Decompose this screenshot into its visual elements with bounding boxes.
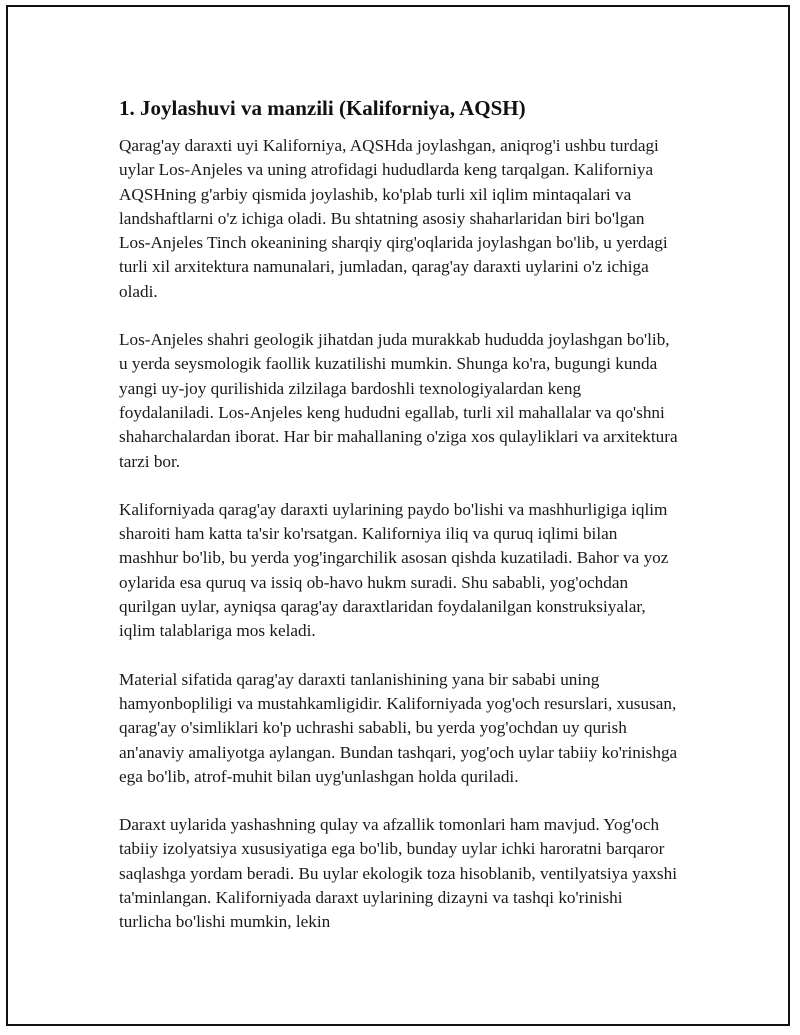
document-page [6, 5, 790, 1026]
section-heading: 1. Joylashuvi va manzili (Kaliforniya, AQSH) [119, 96, 526, 120]
paragraph-4: Material sifatida qarag'ay daraxti tanlanishining yana bir sababi uning hamyonbopliligi va mustahkamligidir. Kaliforniyada yog'och resurslari, xususan, qarag'ay o'simliklari ko'p uchrashi sababli, bu yerda yog'ochdan uy qurish an'anaviy amaliyotga aylangan. Bundan tashqari, yog'och uylar tabiiy ko'rinishga ega bo'lib, atrof-muhit bilan uyg'unlashgan holda quriladi. [119, 669, 678, 786]
paragraph-2: Los-Anjeles shahri geologik jihatdan juda murakkab hududda joylashgan bo'lib, u yerda seysmologik faollik kuzatilishi mumkin. Shunga ko'ra, bugungi kunda yangi uy-joy qurilishida zilzilaga bardoshli texnologiyalardan keng foydalaniladi. Los-Anjeles keng hududni egallab, turli xil mahallalar va qo'shni shaharchalardan iborat. Har bir mahallaning o'ziga xos qulayliklari va arxitektura tarzi bor. [119, 330, 678, 471]
paragraph-5: Daraxt uylarida yashashning qulay va afzallik tomonlari ham mavjud. Yog'och tabiiy izolyatsiya xususiyatiga ega bo'lib, bunday uylar ichki haroratni barqaror saqlashga yordam beradi. Bu uylar ekologik toza hisoblanib, ventilyatsiya yaxshi ta'minlangan. Kaliforniyada daraxt uylarining dizayni va tashqi ko'rinishi turlicha bo'lishi mumkin, lekin [119, 815, 677, 932]
document-content [119, 95, 679, 959]
paragraph-3: Kaliforniyada qarag'ay daraxti uylarining paydo bo'lishi va mashhurligiga iqlim sharoiti ham katta ta'sir ko'rsatgan. Kaliforniya iliq va quruq iqlimi bilan mashhur bo'lib, bu yerda yog'ingarchilik asosan qishda kuzatiladi. Bahor va yoz oylarida esa quruq va issiq ob-havo hukm suradi. Shu sababli, yog'ochdan qurilgan uylar, ayniqsa qarag'ay daraxtlaridan foydalanilgan konstruksiyalar, iqlim talablariga mos keladi. [119, 499, 669, 641]
paragraph-1: Qarag'ay daraxti uyi Kaliforniya, AQSHda joylashgan, aniqrog'i ushbu turdagi uylar Los-Anjeles va uning atrofidagi hududlarda keng tarqalgan. Kaliforniya AQSHning g'arbiy qismida joylashib, ko'plab turli xil iqlim mintaqalari va landshaftlarni o'z ichiga oladi. Bu shtatning asosiy shaharlaridan biri bo'lgan Los-Anjeles Tinch okeanining sharqiy qirg'oqlarida joylashgan bo'lib, u yerdagi turli xil arxitektura namunalari, jumladan, qarag'ay daraxti uylarini o'z ichiga oladi. [119, 136, 668, 301]
